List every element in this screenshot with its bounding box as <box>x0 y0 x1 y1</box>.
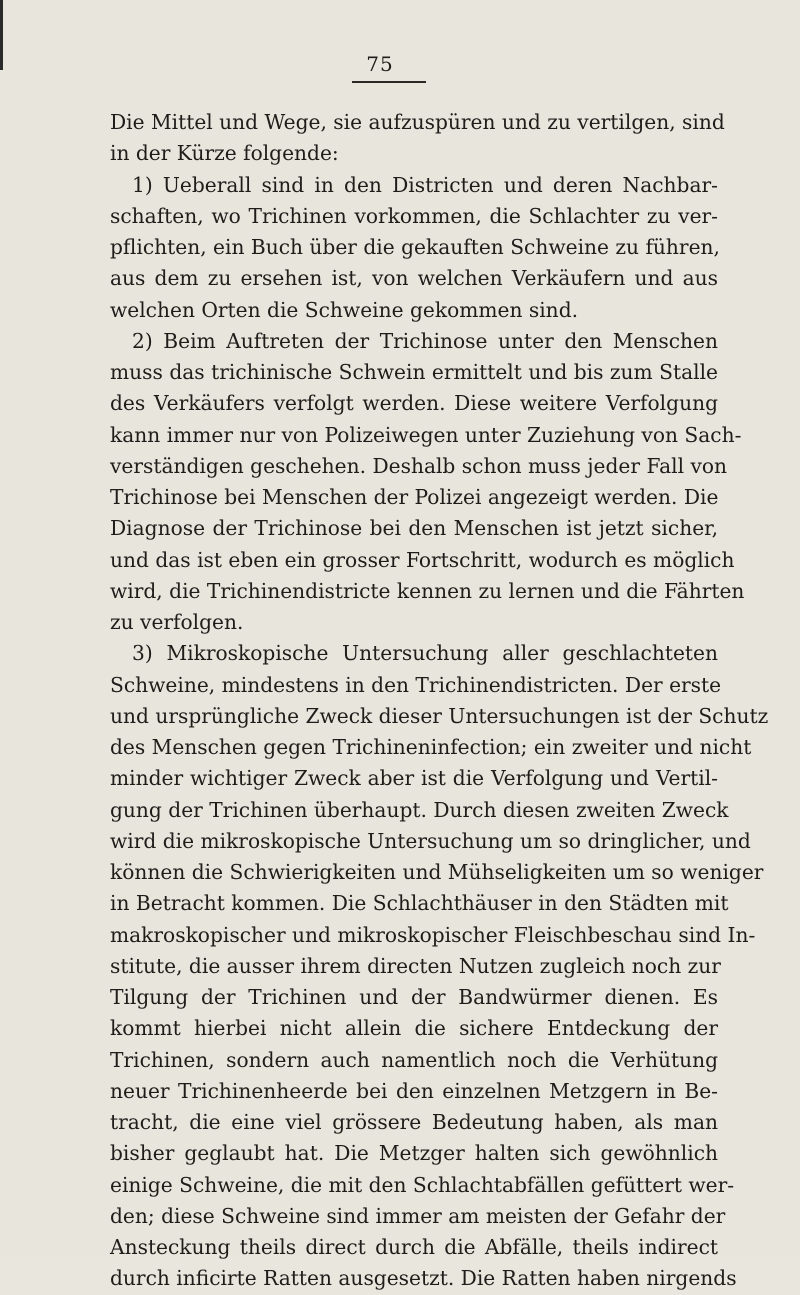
text-line: Trichinen, sondern auch namentlich noch die Verhütung <box>110 1047 718 1072</box>
text-line: tracht, die eine viel grössere Bedeutung haben, als man <box>110 1110 718 1134</box>
text-line: des Verkäufers verfolgt werden. Diese weitere Verfolgung <box>110 391 718 416</box>
text-line: minder wichtiger Zweck aber ist die Verfolgung und Vertil- <box>110 766 718 791</box>
text-line: Die Mittel und Wege, sie aufzuspüren und zu vertilgen, sind <box>110 110 725 134</box>
text-line: 3) Mikroskopische Untersuchung aller geschlachteten <box>132 641 718 666</box>
text-line: verständigen geschehen. Deshalb schon muss jeder Fall von <box>110 453 727 478</box>
page-number-rule <box>352 81 426 83</box>
text-line: kommt hierbei nicht allein die sichere Entdeckung der <box>110 1016 718 1041</box>
text-line: in Betracht kommen. Die Schlachthäuser in den Städten mit <box>110 891 729 916</box>
text-line: bisher geglaubt hat. Die Metzger halten sich gewöhnlich <box>110 1141 718 1166</box>
text-line: neuer Trichinenheerde bei den einzelnen Metzgern in Be- <box>110 1078 718 1103</box>
text-line: gung der Trichinen überhaupt. Durch diesen zweiten Zweck <box>110 797 729 822</box>
text-line: und das ist eben ein grosser Fortschritt, wodurch es möglich <box>110 547 735 572</box>
text-line: in der Kürze folgende: <box>110 141 339 166</box>
text-line: Ansteckung theils direct durch die Abfälle, theils indirect <box>110 1235 718 1259</box>
text-line: schaften, wo Trichinen vorkommen, die Schlachter zu ver- <box>110 203 718 228</box>
text-line: wird die mikroskopische Untersuchung um so dringlicher, und <box>110 828 751 853</box>
text-line: welchen Orten die Schweine gekommen sind. <box>110 297 579 322</box>
text-line: makroskopischer und mikroskopischer Fleischbeschau sind In- <box>110 922 756 947</box>
text-line: Tilgung der Trichinen und der Bandwürmer dienen. Es <box>110 985 718 1009</box>
text-line: pflichten, ein Buch über die gekauften Schweine zu führen, <box>110 235 720 259</box>
text-line: können die Schwierigkeiten und Mühseligkeiten um so weniger <box>110 860 764 884</box>
text-line: den; diese Schweine sind immer am meisten der Gefahr der <box>110 1203 726 1228</box>
text-line: durch inficirte Ratten ausgesetzt. Die Ratten haben nirgends <box>110 1266 737 1291</box>
text-line: Trichinose bei Menschen der Polizei angezeigt werden. Die <box>110 485 719 509</box>
text-line: Diagnose der Trichinose bei den Menschen ist jetzt sicher, <box>110 516 718 541</box>
text-line: zu verfolgen. <box>110 610 244 634</box>
text-line: einige Schweine, die mit den Schlachtabfällen gefüttert wer- <box>110 1172 735 1197</box>
text-line: und ursprüngliche Zweck dieser Untersuchungen ist der Schutz <box>110 703 769 728</box>
text-line: Schweine, mindestens in den Trichinendistricten. Der erste <box>110 672 722 697</box>
text-line: des Menschen gegen Trichineninfection; ein zweiter und nicht <box>110 735 752 759</box>
text-line: 1) Ueberall sind in den Districten und deren Nachbar- <box>132 172 718 197</box>
text-line: wird, die Trichinendistricte kennen zu lernen und die Fährten <box>110 578 745 603</box>
text-line: aus dem zu ersehen ist, von welchen Verkäufern und aus <box>110 266 718 291</box>
body-text <box>110 107 769 1295</box>
text-line: stitute, die ausser ihrem directen Nutzen zugleich noch zur <box>110 953 721 978</box>
text-line: 2) Beim Auftreten der Trichinose unter den Menschen <box>132 328 718 353</box>
text-line: kann immer nur von Polizeiwegen unter Zuziehung von Sach- <box>110 422 742 447</box>
text-line: muss das trichinische Schwein ermittelt und bis zum Stalle <box>110 360 718 384</box>
page-number: 75 <box>366 52 394 76</box>
